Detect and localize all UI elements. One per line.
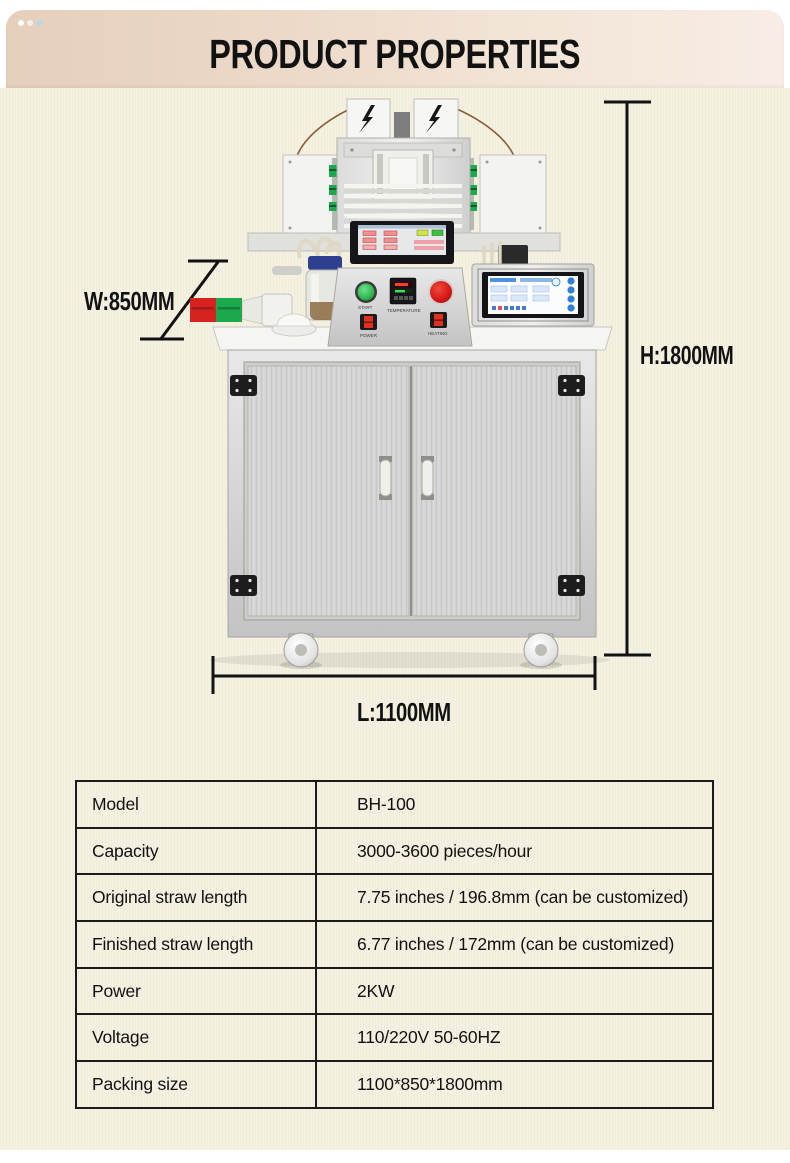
spec-label-cell: Model: [76, 781, 316, 828]
power-label: POWER: [360, 333, 378, 338]
spec-label-cell: Capacity: [76, 828, 316, 875]
jar-collar: [308, 256, 342, 270]
caster-wheel-right: [520, 633, 562, 669]
dimension-length-label: L:1100MM: [357, 697, 451, 727]
right-touchscreen: [472, 241, 594, 326]
spec-value-cell: 7.75 inches / 196.8mm (can be customized): [316, 874, 713, 921]
signal-tower-light: [190, 294, 292, 326]
straw-hopper: [337, 138, 470, 233]
machine: [190, 99, 612, 669]
hinge: [230, 575, 257, 596]
spec-row: [76, 1014, 713, 1061]
temperature-controller: [390, 278, 416, 304]
heating-label: HEATING: [428, 331, 448, 336]
page-title: PRODUCT PROPERTIES: [209, 30, 581, 77]
right-door: [413, 366, 576, 616]
spec-label-cell: Finished straw length: [76, 921, 316, 968]
caster-wheel-left: [280, 633, 322, 669]
spec-label-cell: Original straw length: [76, 874, 316, 921]
dimension-height-label: H:1800MM: [640, 340, 734, 370]
side-panel-right: [462, 155, 546, 235]
spec-value-cell: 1100*850*1800mm: [316, 1061, 713, 1108]
spec-row: [76, 968, 713, 1015]
emergency-stop-button: [428, 279, 454, 305]
start-label: START: [358, 305, 373, 310]
dimension-height: [604, 102, 651, 655]
content-area: [0, 88, 790, 1150]
spec-table: [75, 780, 714, 1109]
spec-row: [76, 921, 713, 968]
door-handle-left: [379, 456, 392, 500]
spec-value-cell: 3000-3600 pieces/hour: [316, 828, 713, 875]
spec-value-cell: BH-100: [316, 781, 713, 828]
door-handle-right: [421, 456, 434, 500]
jar-clamp: [272, 266, 302, 275]
start-button: [355, 281, 377, 303]
window-card: [6, 10, 784, 88]
spec-row: [76, 874, 713, 921]
center-slot: [394, 112, 410, 138]
cabinet: [228, 350, 596, 637]
dimension-width-label: W:850MM: [84, 286, 175, 316]
lightning-plate-left: [347, 99, 390, 138]
temperature-label: TEMPERATURE: [387, 308, 421, 313]
spec-label-cell: Packing size: [76, 1061, 316, 1108]
hinge: [558, 375, 585, 396]
power-switch: [360, 314, 377, 330]
spec-row: [76, 1061, 713, 1108]
machine-illustration: [0, 88, 790, 783]
lightning-plate-right: [414, 99, 458, 138]
signal-green-segment: [216, 298, 242, 322]
hinge: [558, 575, 585, 596]
spec-value-cell: 110/220V 50-60HZ: [316, 1014, 713, 1061]
spec-row: [76, 781, 713, 828]
spec-row: [76, 828, 713, 875]
signal-red-segment: [190, 298, 216, 322]
main-touchscreen: [350, 221, 454, 264]
spec-value-cell: 6.77 inches / 172mm (can be customized): [316, 921, 713, 968]
spec-label-cell: Voltage: [76, 1014, 316, 1061]
spec-label-cell: Power: [76, 968, 316, 1015]
spec-value-cell: 2KW: [316, 968, 713, 1015]
hinge: [230, 375, 257, 396]
heating-switch: [430, 312, 447, 328]
